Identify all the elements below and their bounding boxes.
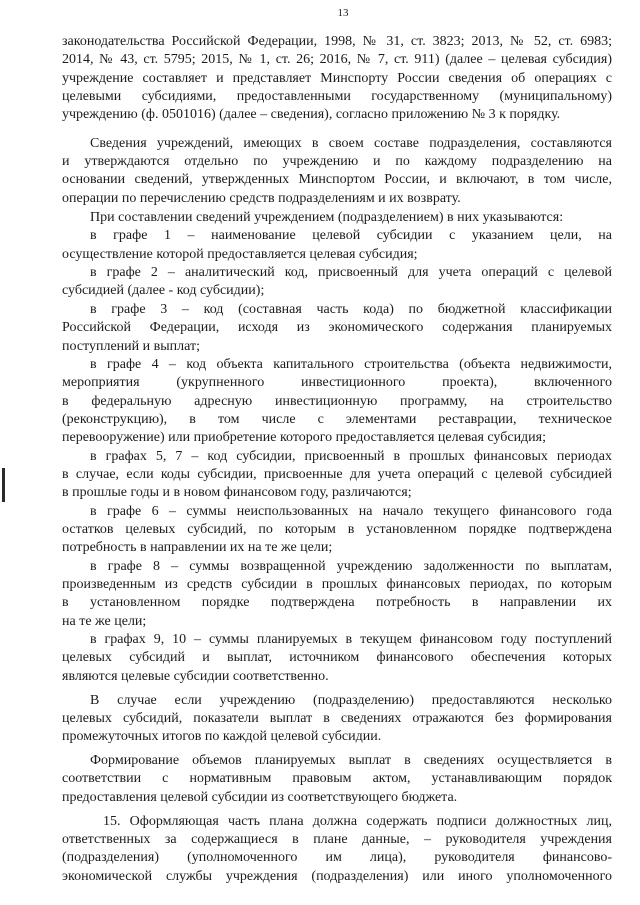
text-line: Сведения учреждений, имеющих в своем составе подразделения, составляются xyxy=(90,135,612,151)
text-line: в случае, если коды субсидии, присвоенные для учета операций с целевой субсидией xyxy=(62,466,612,482)
text-line: потребность в направлении их на те же цели; xyxy=(62,540,333,556)
text-line: осуществление которой предоставляется целевая субсидия; xyxy=(62,246,418,262)
text-line: в графе 8 – суммы возвращенной учреждению задолженности по выплатам, xyxy=(90,558,612,574)
text-line: При составлении сведений учреждением (подразделением) в них указываются: xyxy=(90,210,564,226)
paragraph xyxy=(62,813,612,886)
text-line: произведенным из средств субсидии в прошлых финансовых периодах, по которым xyxy=(62,576,612,592)
text-line: Российской Федерации, исходя из экономического содержания планируемых xyxy=(62,320,612,336)
paragraph xyxy=(62,135,612,208)
text-line: в графе 4 – код объекта капитального строительства (объекта недвижимости, xyxy=(90,356,612,372)
text-line: 15. Оформляющая часть плана должна содержать подписи должностных лиц, xyxy=(103,813,612,829)
text-line: в графе 2 – аналитический код, присвоенный для учета операций с целевой xyxy=(90,265,612,281)
paragraph xyxy=(62,631,612,686)
paragraph xyxy=(62,264,612,301)
text-line: операции по перечислению средств подразделениям и их возврату. xyxy=(62,190,461,206)
text-line: промежуточных итогов по каждой целевой субсидии. xyxy=(62,729,382,745)
text-line: Формирование объемов планируемых выплат в сведениях осуществляется в xyxy=(90,753,612,769)
text-line: перевооружение) или приобретение которого предоставляется целевая субсидия; xyxy=(62,430,547,446)
paragraph xyxy=(62,209,612,227)
text-line: В случае если учреждению (подразделению) предоставляются несколько xyxy=(90,692,612,708)
text-line: учреждение составляет и представляет Минспорту России сведения об операциях с xyxy=(62,70,612,86)
paragraph xyxy=(62,752,612,807)
text-line: в графе 1 – наименование целевой субсидии с указанием цели, на xyxy=(90,228,612,244)
page-number: 13 xyxy=(337,7,349,19)
paragraph xyxy=(62,356,612,448)
text-line: в графе 3 – код (составная часть кода) по бюджетной классификации xyxy=(90,301,612,317)
text-line: целевых субсидий, показатели выплат в сведениях отражаются без формирования xyxy=(62,710,612,726)
paragraph xyxy=(62,558,612,631)
text-line: и утверждаются отдельно по учреждению и по каждому подразделению на xyxy=(62,154,612,170)
text-line: в графе 6 – суммы неиспользованных на начало текущего финансового года xyxy=(90,503,612,519)
text-line: на те же цели; xyxy=(62,613,147,629)
paragraph xyxy=(62,692,612,747)
text-line: основании сведений, утвержденных Минспортом России, и включают, в том числе, xyxy=(62,172,612,188)
text-line: мероприятия (укрупненного инвестиционного проекта), включенного xyxy=(62,375,612,391)
text-line: целевых субсидий и выплат, источником финансового обеспечения которых xyxy=(62,650,612,666)
text-line: в графах 5, 7 – код субсидии, присвоенный в прошлых финансовых периодах xyxy=(90,448,612,464)
text-line: учреждению (ф. 0501016) (далее – сведения), согласно приложению № 3 к порядку. xyxy=(62,107,561,123)
paragraph xyxy=(62,301,612,356)
text-line: ответственных за содержащиеся в плане данные, – руководителя учреждения xyxy=(62,831,612,847)
text-line: 2014, № 43, ст. 5795; 2015, № 1, ст. 26; 2016, № 7, ст. 911) (далее – целевая субсидия) xyxy=(62,52,612,68)
text-line: в графах 9, 10 – суммы планируемых в текущем финансовом году поступлений xyxy=(90,632,612,647)
scan-mark xyxy=(2,468,5,502)
text-line: экономической службы учреждения (подразделения) или иного уполномоченного xyxy=(62,868,612,884)
text-line: поступлений и выплат; xyxy=(62,338,201,354)
document-body xyxy=(62,33,612,886)
text-line: субсидией (далее - код субсидии); xyxy=(62,283,265,299)
text-line: в прошлые годы и в новом финансовом году, различаются; xyxy=(62,485,412,501)
paragraph xyxy=(62,227,612,264)
text-line: (реконструкцию), в том числе с элементами реставрации, техническое xyxy=(62,411,612,427)
text-line: законодательства Российской Федерации, 1998, № 31, ст. 3823; 2013, № 52, ст. 6983; xyxy=(62,34,612,49)
text-line: (подразделения) (уполномоченного им лица), руководителя финансово- xyxy=(62,850,612,866)
text-line: являются целевые субсидии соответственно. xyxy=(62,668,329,684)
text-line: целевыми субсидиями, предоставленными государственному (муниципальному) xyxy=(62,89,612,105)
text-line: соответствии с нормативным правовым актом, устанавливающим порядок xyxy=(62,771,612,787)
paragraph xyxy=(62,33,612,125)
text-line: в федеральную адресную инвестиционную программу, на строительство xyxy=(62,393,612,409)
paragraph xyxy=(62,448,612,503)
text-line: остатков целевых субсидий, по которым в установленном порядке подтверждена xyxy=(62,521,612,537)
text-line: в установленном порядке подтверждена потребность в направлении их xyxy=(62,595,612,611)
text-line: предоставления целевой субсидии из соответствующего бюджета. xyxy=(62,789,458,805)
paragraph xyxy=(62,503,612,558)
